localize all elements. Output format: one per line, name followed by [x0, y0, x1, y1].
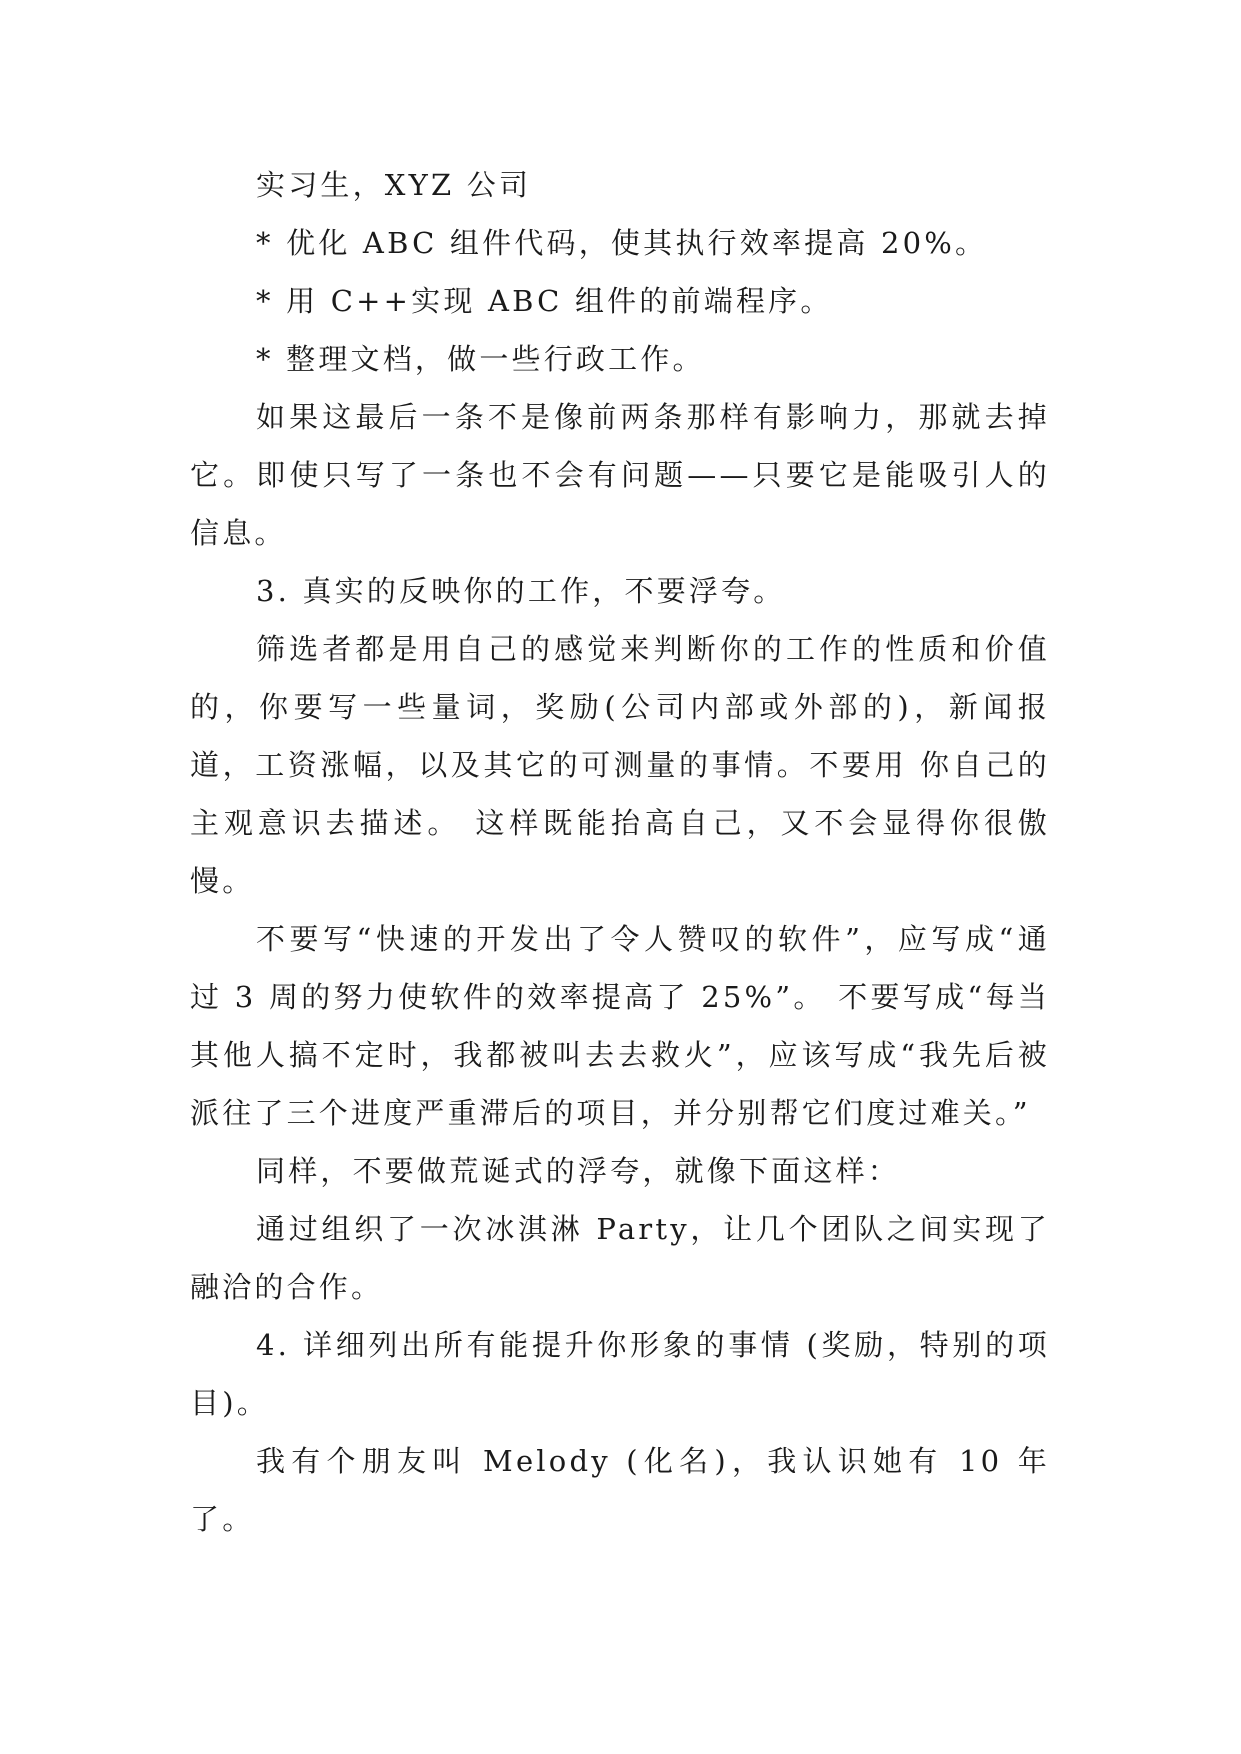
body-paragraph: 筛选者都是用自己的感觉来判断你的工作的性质和价值的，你要写一些量词，奖励(公司内部或外部的)，新闻报道，工资涨幅，以及其它的可测量的事情。不要用 你自己的主观意识去描述。 这样既能抬高自己，又不会显得你很傲慢。: [190, 632, 1050, 898]
body-paragraph: 我有个朋友叫 Melody (化名)，我认识她有 10 年了。: [190, 1444, 1050, 1536]
bullet-item: * 优化 ABC 组件代码，使其执行效率提高 20%。: [256, 226, 988, 260]
job-title-line: 实习生，XYZ 公司: [256, 168, 532, 202]
body-paragraph: 不要写“快速的开发出了令人赞叹的软件”，应写成“通过 3 周的努力使软件的效率提高了 25%”。 不要写成“每当其他人搞不定时，我都被叫去去救火”，应该写成“我先后被派往了三个进度严重滞后的项目，并分别帮它们度过难关。”: [190, 922, 1050, 1130]
bullet-item: * 整理文档，做一些行政工作。: [256, 342, 705, 376]
body-paragraph: 如果这最后一条不是像前两条那样有影响力，那就去掉它。即使只写了一条也不会有问题——只要它是能吸引人的信息。: [190, 400, 1050, 550]
document-body: [190, 156, 1050, 1548]
section-heading: 3. 真实的反映你的工作，不要浮夸。: [256, 574, 786, 608]
section-heading: 4. 详细列出所有能提升你形象的事情 (奖励，特别的项目)。: [190, 1328, 1050, 1420]
body-paragraph: 同样，不要做荒诞式的浮夸，就像下面这样：: [256, 1154, 901, 1188]
bullet-item: * 用 C++实现 ABC 组件的前端程序。: [256, 284, 833, 318]
example-paragraph: 通过组织了一次冰淇淋 Party，让几个团队之间实现了融洽的合作。: [190, 1212, 1050, 1304]
